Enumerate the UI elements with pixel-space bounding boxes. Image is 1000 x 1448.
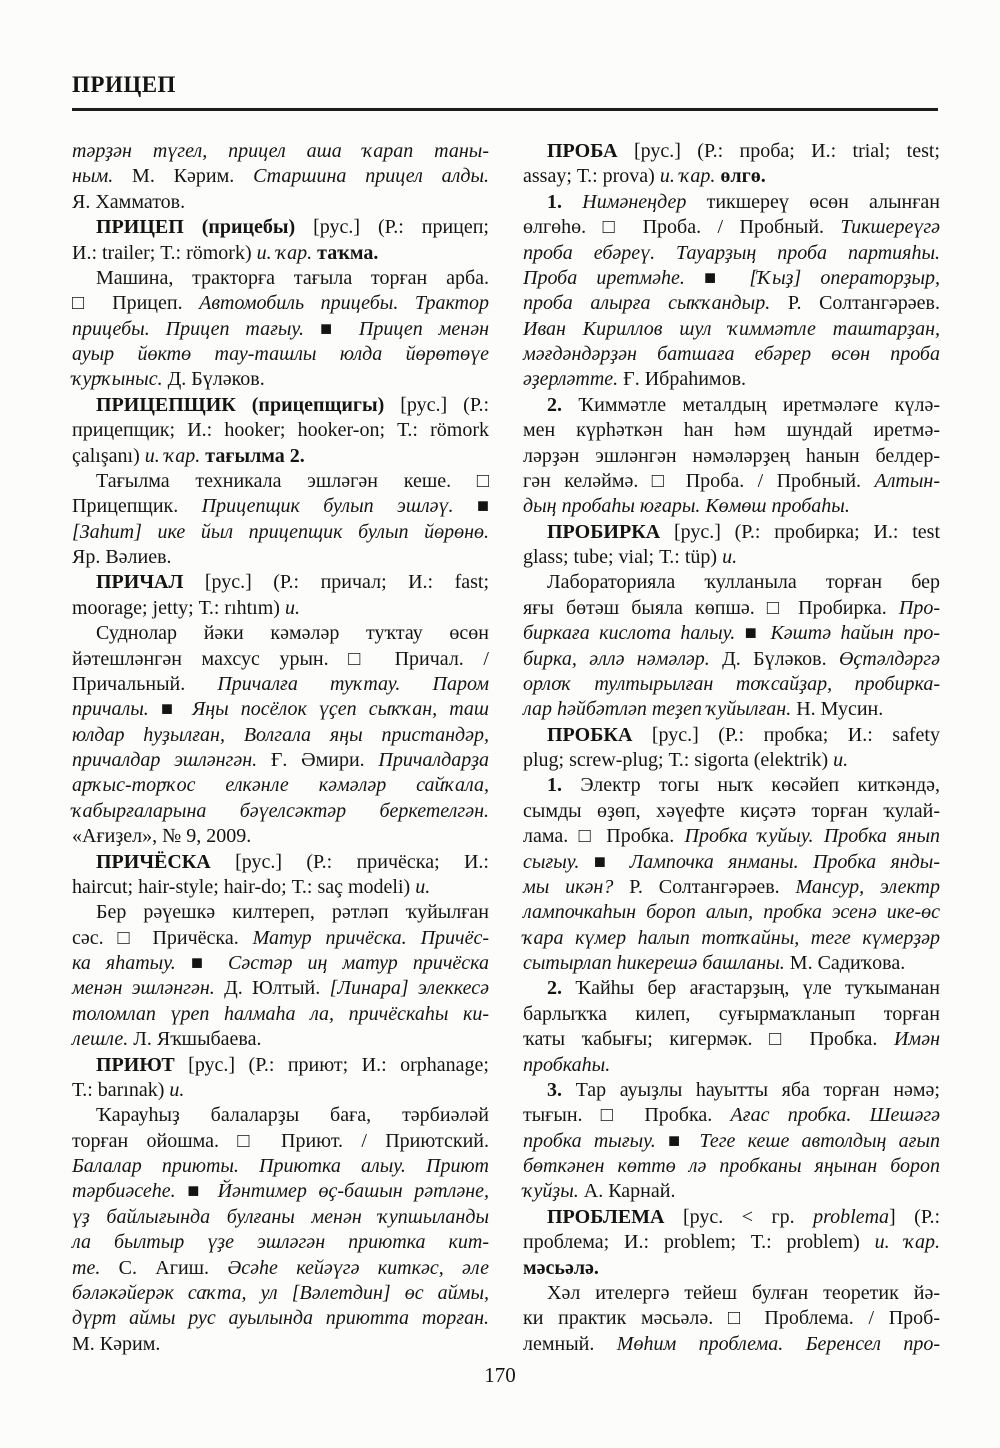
text-line <box>72 494 489 519</box>
text-line <box>72 647 489 672</box>
text-line <box>72 672 489 697</box>
italic-text: сытырлап һикерешә башланы. <box>523 952 790 974</box>
regular-text: Д. Юлтый. <box>224 977 330 1000</box>
running-head: ПРИЦЕП <box>72 72 176 97</box>
regular-text: ки практик мәсьәлә. □ Проблема. / Проб- <box>523 1307 940 1330</box>
text-line <box>523 367 940 392</box>
italic-text: пробкаһы. <box>523 1053 611 1076</box>
regular-text: [рус.] (Р.: прицеп; <box>313 216 489 239</box>
regular-text: Ҡарауһыҙ балаларҙы баға, тәрбиәләй <box>96 1104 489 1127</box>
bold-text: 2. <box>547 393 579 416</box>
regular-text: Н. Мусин. <box>796 698 884 721</box>
italic-text: причалдар эшләнгән. <box>72 749 271 771</box>
regular-text: Р. Солтангәрәев. <box>787 292 940 315</box>
text-line <box>523 1154 940 1179</box>
regular-text: Суднолар йәки кәмәләр туҡтау өсөн <box>96 622 489 645</box>
regular-text: çalışanı) <box>72 444 145 467</box>
italic-text: юлдар һуҙылған, Волгала яңы пристандәр, <box>72 723 489 746</box>
regular-text: ■ <box>668 1129 700 1152</box>
bold-text: ПРИЮТ <box>96 1053 189 1076</box>
text-line <box>72 1179 489 1204</box>
text-line <box>72 418 489 443</box>
italic-text: биркаға кислота һалыу. <box>523 622 745 645</box>
italic-text: Имән <box>893 1028 940 1051</box>
italic-text: и. <box>833 749 849 771</box>
regular-text: ләрҙән эшләнгән нәмәләрҙең һанын белдер- <box>523 444 940 467</box>
italic-text: бәләкәйерәк саҡта, ул [Вәлетдин] өс аймы, <box>72 1281 489 1304</box>
text-line <box>523 1306 940 1331</box>
italic-text: үҙ байлығында булғаны менән ҡупшыланды <box>72 1205 489 1228</box>
text-line <box>523 799 940 824</box>
text-line <box>72 444 489 469</box>
italic-text: толомлап үреп һалмаһа ла, причёскаһы ки- <box>72 1002 489 1025</box>
regular-text: Электр тогы ныҡ көсәйеп киткәндә, <box>580 774 940 797</box>
text-line <box>72 1129 489 1154</box>
regular-text: glass; tube; vial; Т.: tüp) <box>523 546 723 568</box>
text-line <box>523 976 940 1001</box>
regular-text: Лабораторияла ҡулланыла торған бер <box>547 571 940 594</box>
regular-text: тығын. □ Пробка. <box>523 1104 731 1127</box>
bold-text: ПРИЦЕПЩИК (прицепщигы) <box>96 393 401 416</box>
regular-text: өлгөһө. □ Проба. / Пробный. <box>523 216 841 239</box>
text-line <box>523 773 940 798</box>
regular-text: ■ <box>160 698 193 721</box>
text-line <box>523 393 940 418</box>
italic-text: Иван Кириллов шул ҡиммәтле таштарҙан, <box>523 317 940 340</box>
regular-text: сәс. □ Причёска. <box>72 926 253 949</box>
text-line <box>72 723 489 748</box>
regular-text: ■ <box>476 495 490 518</box>
text-line <box>523 317 940 342</box>
text-line <box>523 1281 940 1306</box>
italic-text: Лампочка янманы. Пробка янды- <box>629 850 940 873</box>
text-line <box>72 469 489 494</box>
text-line <box>72 875 489 900</box>
text-line <box>72 1306 489 1331</box>
text-line <box>523 621 940 646</box>
regular-text: проблема; И.: problem; Т.: problem) <box>523 1231 875 1254</box>
text-line <box>523 951 940 976</box>
regular-text: Ҡайһы бер ағастарҙың, үле туҡыманан <box>575 977 941 1000</box>
italic-text: дүрт аймы рус ауылында приютта торған. <box>72 1307 489 1330</box>
regular-text: А. Карнай. <box>583 1180 676 1203</box>
regular-text: гән келәймә. □ Проба. / Пробный. <box>523 469 875 492</box>
italic-text: Причалға туҡтау. Паром <box>217 672 489 695</box>
text-line <box>72 900 489 925</box>
regular-text: торған ойошма. □ Приют. / Приютский. <box>72 1129 489 1152</box>
italic-text: Мөһим проблема. Беренсел про- <box>616 1332 941 1355</box>
text-line <box>72 1205 489 1230</box>
text-line <box>523 469 940 494</box>
italic-text: Өҫтәлдәргә <box>838 647 940 670</box>
bold-text: 1. <box>547 190 583 213</box>
italic-text: ҡабырғаларына бәүелсәктәр беркетелгән. <box>72 799 489 822</box>
italic-text: Прицеп менән <box>358 317 489 340</box>
text-line <box>72 697 489 722</box>
regular-text: С. Агиш. <box>118 1256 228 1279</box>
regular-text: [рус.] (Р.: причёска; И.: <box>235 850 489 873</box>
text-line <box>72 215 489 240</box>
italic-text: Алтын- <box>874 469 940 492</box>
regular-text: Л. Яҡшыбаева. <box>133 1028 262 1051</box>
italic-text: Сәстәр иң матур причёска <box>228 952 489 974</box>
regular-text: [рус. < гр. <box>682 1205 814 1228</box>
regular-text: М. Кәрим. <box>113 165 254 188</box>
italic-text: problema <box>813 1205 890 1228</box>
text-line <box>523 1002 940 1027</box>
regular-text: ■ <box>187 1180 218 1203</box>
text-line <box>523 266 940 291</box>
text-line <box>72 241 489 266</box>
italic-text: Проба иретмәһе. <box>523 266 705 289</box>
italic-text: и. <box>722 546 738 568</box>
italic-text: лешле. <box>72 1028 134 1051</box>
italic-text: дың пробаһы юғары. Көмөш пробаһы. <box>523 495 850 518</box>
italic-text: ауыр йөктө тау-ташлы юлда йөрөтөүе <box>72 343 489 365</box>
bold-text: 1. <box>547 774 581 797</box>
text-line <box>523 570 940 595</box>
italic-text: тәрбиәсеһе. <box>72 1180 188 1203</box>
italic-text: пробка тығыу. <box>523 1129 668 1152</box>
regular-text: Р. Солтангәрәев. <box>629 875 796 898</box>
italic-text: ҡара күмер һалып тотҡайны, теге күмерҙәр <box>523 926 940 949</box>
regular-text: [рус.] (Р.: пробирка; И.: test <box>673 520 941 543</box>
bold-text: ПРОБЛЕМА <box>547 1205 683 1228</box>
right-column <box>523 139 940 1357</box>
text-line <box>72 342 489 367</box>
text-line <box>523 545 940 570</box>
text-line <box>72 1281 489 1306</box>
bold-text: ПРИЧЁСКА <box>96 850 236 873</box>
italic-text: Мансур, электр <box>795 875 940 898</box>
text-line <box>523 748 940 773</box>
text-line <box>523 850 940 875</box>
regular-text: барлыҡҡа килеп, суғырмаҡланып торған <box>523 1002 940 1025</box>
bold-text: ПРОБА <box>547 140 634 162</box>
italic-text: тәрҙән түгел, прицел аша ҡарап таны- <box>72 140 489 162</box>
regular-text: Машина, тракторға тағыла торған арба. <box>96 266 489 289</box>
dictionary-columns <box>72 139 940 1357</box>
italic-text: Автомобиль прицебы. Трактор <box>199 292 490 315</box>
text-line <box>523 1053 940 1078</box>
text-line <box>523 596 940 621</box>
italic-text: и. <box>415 875 431 898</box>
text-line <box>72 596 489 621</box>
bold-text: ПРИЧАЛ <box>96 571 205 594</box>
regular-text: Тар ауыҙлы һауытты яба торған нәмә; <box>575 1078 940 1101</box>
text-line <box>523 1027 940 1052</box>
bold-text: тағылма 2. <box>205 444 305 467</box>
text-line <box>523 494 940 519</box>
text-line <box>72 520 489 545</box>
italic-text: мәғдәндәрҙән батшаға ебәрер өсөн проба <box>523 343 940 365</box>
italic-text: и. <box>169 1078 185 1101</box>
regular-text: [рус.] (Р.: причал; И.: fast; <box>204 571 490 594</box>
text-line <box>72 824 489 849</box>
regular-text: □ Прицеп. <box>72 292 200 315</box>
italic-text: Причалдарҙа <box>378 749 489 771</box>
regular-text: И.: trailer; Т.: römork) <box>72 241 257 264</box>
italic-text: ным. <box>72 165 114 188</box>
text-line <box>72 621 489 646</box>
regular-text: ■ <box>704 266 750 289</box>
text-line <box>523 291 940 316</box>
text-line <box>523 824 940 849</box>
italic-text: ҡурҡыныс. <box>72 368 168 391</box>
italic-text: Пробка ҡуйыу. Пробка янып <box>684 825 941 848</box>
italic-text: Матур причёска. Причёс- <box>252 926 489 949</box>
text-line <box>523 1205 940 1230</box>
italic-text: проба ебәреү. Тауарҙың проба партияһы. <box>523 241 940 264</box>
regular-text: Я. Хамматов. <box>72 190 186 213</box>
italic-text: лампочкаһын бороп алып, пробка эсенә ике-өс <box>523 901 940 924</box>
text-line <box>523 697 940 722</box>
italic-text: и. ҡар. <box>256 241 318 264</box>
italic-text: Яңы посёлок үҫеп сыҡҡан, таш <box>192 698 489 721</box>
text-line <box>72 1002 489 1027</box>
italic-text: Ағас пробка. Шешәгә <box>730 1104 940 1127</box>
italic-text: орлоҡ тултырылған тоҡсайҙар, пробирка- <box>523 672 940 695</box>
regular-text: [рус.] (Р.: приют; И.: orphanage; <box>188 1053 489 1076</box>
italic-text: Прицепщик булып эшләү. <box>201 495 477 518</box>
text-line <box>72 951 489 976</box>
text-line <box>72 748 489 773</box>
text-line <box>523 241 940 266</box>
text-line <box>523 1103 940 1128</box>
text-line <box>523 190 940 215</box>
text-line <box>72 266 489 291</box>
italic-text: Кәштә һайын про- <box>770 622 940 645</box>
regular-text: сымды өҙөп, хәүефте киҫәтә торған ҡулай- <box>523 799 940 822</box>
italic-text: прицебы. Прицеп тағыу. <box>72 317 320 340</box>
regular-text: Причальный. <box>72 672 218 695</box>
bold-text: 2. <box>547 977 576 1000</box>
text-line <box>523 672 940 697</box>
text-line <box>72 850 489 875</box>
italic-text: [Ҡыҙ] операторҙыр, <box>749 266 941 289</box>
regular-text: Ғ. Ибраһимов. <box>623 368 747 391</box>
italic-text: сығыу. <box>523 850 594 873</box>
italic-text: ка яһатыу. <box>72 952 191 974</box>
bold-text: өлгө. <box>720 165 766 188</box>
text-line <box>72 976 489 1001</box>
page-number: 170 <box>484 1363 516 1387</box>
regular-text: прицепщик; И.: hooker; hooker-on; Т.: römork <box>72 419 489 442</box>
regular-text: яғы бөтәш быяла көпшә. □ Пробирка. <box>523 596 899 619</box>
bold-text: мәсьәлә. <box>523 1256 599 1279</box>
text-line <box>72 164 489 189</box>
regular-text: ] (Р.: <box>889 1205 941 1228</box>
italic-text: Йәнтимер өҫ-башын рәтләне, <box>217 1180 489 1203</box>
text-line <box>72 1154 489 1179</box>
regular-text: М. Кәрим. <box>72 1332 161 1355</box>
text-line <box>523 1332 940 1357</box>
italic-text: проба алырға сыҡҡандыр. <box>523 292 788 315</box>
regular-text: йәтешләнгән махсус урын. □ Причал. / <box>72 647 489 670</box>
italic-text: әҙерләтте. <box>523 368 624 391</box>
text-line <box>523 875 940 900</box>
bold-text: ПРИЦЕП (прицебы) <box>96 216 314 239</box>
regular-text: Бер рәүешкә килтереп, рәтләп ҡуйылған <box>96 901 489 924</box>
text-line <box>72 393 489 418</box>
regular-text: [рус.] (Р.: проба; И.: trial; test; <box>633 140 940 162</box>
regular-text: Яр. Вәлиев. <box>72 546 172 568</box>
regular-text: assay; Т.: prova) <box>523 165 660 188</box>
bold-text: таҡма. <box>317 241 379 264</box>
text-line <box>72 291 489 316</box>
text-line <box>72 139 489 164</box>
text-line <box>72 1053 489 1078</box>
italic-text: и. ҡар. <box>659 165 721 188</box>
regular-text: [рус.] (Р.: пробка; И.: safety <box>651 723 940 746</box>
text-line <box>72 799 489 824</box>
italic-text: Әсәһе кейәүгә киткәс, әле <box>227 1256 489 1279</box>
text-line <box>523 900 940 925</box>
regular-text: Прицепщик. <box>72 495 202 518</box>
text-line <box>72 773 489 798</box>
text-line <box>523 342 940 367</box>
regular-text: moorage; jetty; Т.: rıhtım) <box>72 596 285 619</box>
italic-text: бирка, әллә нәмәләр. <box>523 647 723 670</box>
text-line <box>523 723 940 748</box>
italic-text: [Заһит] ике йыл прицепщик булып йөрөнө. <box>72 520 489 543</box>
regular-text: ■ <box>744 622 771 645</box>
italic-text: и. <box>284 596 300 619</box>
regular-text: лама. □ Пробка. <box>523 825 685 848</box>
text-line <box>523 1230 940 1255</box>
regular-text: Ғ. Әмири. <box>270 749 379 771</box>
italic-text: Тикшереүгә <box>840 216 940 239</box>
italic-text: [Линара] элеккесә <box>329 977 490 1000</box>
text-line <box>523 444 940 469</box>
regular-text: haircut; hair-style; hair-do; Т.: saç modeli) <box>72 875 416 898</box>
text-line <box>72 1078 489 1103</box>
regular-text: Хәл ителергә тейеш булған теоретик йә- <box>547 1281 940 1304</box>
text-line <box>72 367 489 392</box>
regular-text: Т.: barınak) <box>72 1078 170 1101</box>
left-column <box>72 139 489 1357</box>
text-line <box>72 570 489 595</box>
regular-text: [рус.] (Р.: <box>400 393 490 416</box>
regular-text: Тағылма техникала эшләгән кеше. □ <box>96 469 489 492</box>
regular-text: ҡаты ҡабығы; кигермәк. □ Пробка. <box>523 1028 894 1051</box>
text-line <box>72 1027 489 1052</box>
text-line <box>523 1129 940 1154</box>
regular-text: ■ <box>319 317 359 340</box>
regular-text: Д. Бүләков. <box>722 647 839 670</box>
regular-text: Ҡиммәтле металдың иретмәләге күлә- <box>578 393 940 416</box>
italic-text: ла былтыр үҙе эшләгән приютка кит- <box>72 1231 489 1254</box>
italic-text: арҡыс-торҡос елкәнле кәмәләр сайҡала, <box>72 774 489 797</box>
italic-text: и. ҡар. <box>144 444 206 467</box>
text-line <box>523 139 940 164</box>
italic-text: ҡуйҙы. <box>523 1180 584 1203</box>
text-line <box>72 926 489 951</box>
italic-text: Старшина прицел алды. <box>253 165 490 188</box>
regular-text: ■ <box>190 952 229 974</box>
text-line <box>523 647 940 672</box>
italic-text: и. ҡар. <box>874 1231 940 1254</box>
italic-text: Балалар приюты. Приютка алыу. Приют <box>72 1155 489 1177</box>
text-line <box>523 164 940 189</box>
text-line <box>72 1332 489 1357</box>
italic-text: те. <box>72 1256 119 1279</box>
text-line <box>72 317 489 342</box>
text-line <box>523 1078 940 1103</box>
regular-text: plug; screw-plug; Т.: sigorta (elektrik) <box>523 749 834 771</box>
text-line <box>72 1256 489 1281</box>
italic-text: причалы. <box>72 698 161 721</box>
bold-text: 3. <box>547 1078 576 1101</box>
text-line <box>72 190 489 215</box>
text-line <box>72 1230 489 1255</box>
text-line <box>523 1256 940 1281</box>
regular-text: тикшереү өсөн алынған <box>706 190 941 213</box>
italic-text: бөткәнен көттө лә пробканы яңынан бороп <box>523 1155 940 1177</box>
text-line <box>72 1103 489 1128</box>
text-line <box>72 545 489 570</box>
italic-text: Про- <box>898 596 940 619</box>
header-rule <box>72 108 938 111</box>
regular-text: Д. Бүләков. <box>167 368 265 391</box>
regular-text: М. Садиҡова. <box>789 952 906 974</box>
italic-text: мы икән? <box>523 875 630 898</box>
italic-text: менән эшләнгән. <box>72 977 225 1000</box>
italic-text: Нимәнеңдер <box>582 190 707 213</box>
regular-text: «Ағиҙел», № 9, 2009. <box>72 825 252 848</box>
regular-text: лемный. <box>523 1332 617 1355</box>
text-line <box>523 215 940 240</box>
italic-text: лар һәйбәтләп теҙеп ҡуйылған. <box>523 698 797 721</box>
regular-text: мен күрһәткән һан һәм шундай иретмә- <box>523 419 940 442</box>
bold-text: ПРОБКА <box>547 723 652 746</box>
italic-text: Теге кеше автолдың ағып <box>699 1129 940 1152</box>
bold-text: ПРОБИРКА <box>547 520 674 543</box>
regular-text: ■ <box>593 850 630 873</box>
text-line <box>523 520 940 545</box>
text-line <box>523 1179 940 1204</box>
text-line <box>523 418 940 443</box>
text-line <box>523 926 940 951</box>
